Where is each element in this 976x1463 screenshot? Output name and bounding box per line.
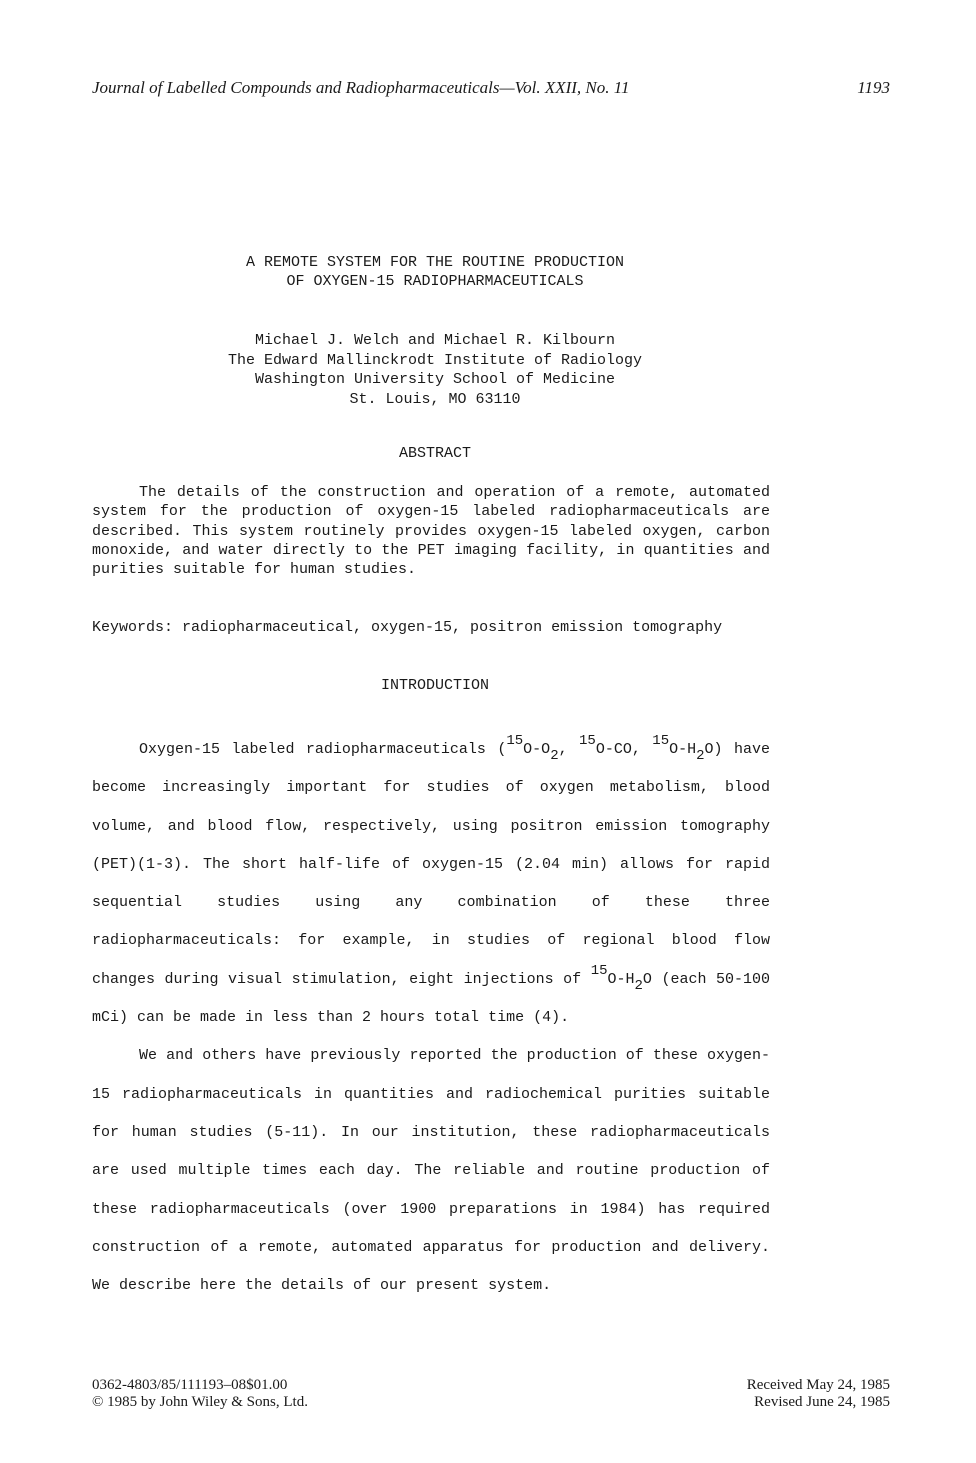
- introduction-body: [92, 731, 770, 1305]
- page-footer: [92, 1377, 890, 1411]
- title-line-1: A REMOTE SYSTEM FOR THE ROUTINE PRODUCTION: [245, 254, 625, 271]
- footer-left: [92, 1377, 308, 1411]
- author-city: St. Louis, MO 63110: [349, 390, 521, 408]
- intro-paragraph-2: We and others have previously reported the production of these oxygen-15 radiopharmaceuticals in quantities and radiochemical purities suitable for human studies (5-11). In our institution, these radiopharmaceuticals are used multiple times each day. The reliable and routine production of these radiopharmaceuticals (over 1900 preparations in 1984) has required construction of a remote, automated apparatus for production and delivery. We describe here the details of our present system.: [92, 1047, 770, 1295]
- introduction-heading: INTRODUCTION: [380, 677, 490, 694]
- page-number: 1193: [857, 78, 890, 97]
- footer-right: [747, 1377, 890, 1411]
- abstract-heading: ABSTRACT: [398, 445, 471, 462]
- keywords: Keywords: radiopharmaceutical, oxygen-15, positron emission tomography: [92, 619, 723, 636]
- received-date: Received May 24, 1985: [746, 1377, 890, 1393]
- author-names: Michael J. Welch and Michael R. Kilbourn: [254, 332, 616, 349]
- abstract-text: The details of the construction and operation of a remote, automated system for the production of oxygen-15 labeled radiopharmaceuticals are described. This system routinely provides oxygen-15 labeled oxygen, carbon monoxide, and water directly to the PET imaging facility, in quantities and purities suitable for human studies.: [92, 484, 770, 579]
- journal-title: Journal of Labelled Compounds and Radiopharmaceuticals—Vol. XXII, No. 11: [92, 78, 630, 97]
- running-header: [92, 78, 890, 98]
- revised-date: Revised June 24, 1985: [754, 1394, 890, 1410]
- author-university: Washington University School of Medicine: [254, 371, 616, 388]
- abstract-body: [92, 483, 770, 579]
- article-title: [0, 253, 870, 291]
- article-code: 0362-4803/85/111193–08$01.00: [92, 1377, 288, 1393]
- author-institute: The Edward Mallinckrodt Institute of Radiology: [227, 351, 643, 369]
- copyright-notice: © 1985 by John Wiley & Sons, Ltd.: [92, 1394, 308, 1410]
- author-block: [0, 331, 870, 409]
- intro-paragraph-1: Oxygen-15 labeled radiopharmaceuticals ($^{15}O-O_2$, $^{15}$O-CO, $^{15}O-H_2O$) have become increasingly important for studies of oxygen metabolism, blood volume, and blood flow, respectively, using positron emission tomography (PET)(1-3). The short half-life of oxygen-15 (2.04 min) allows for rapid sequential studies using any combination of these three radiopharmaceuticals: for example, in studies of regional blood flow changes during visual stimulation, eight injections of $^{15}O-H_2O$ (each 50-100 mCi) can be made in less than 2 hours total time (4).: [92, 733, 770, 1027]
- title-line-2: OF OXYGEN-15 RADIOPHARMACEUTICALS: [286, 273, 584, 290]
